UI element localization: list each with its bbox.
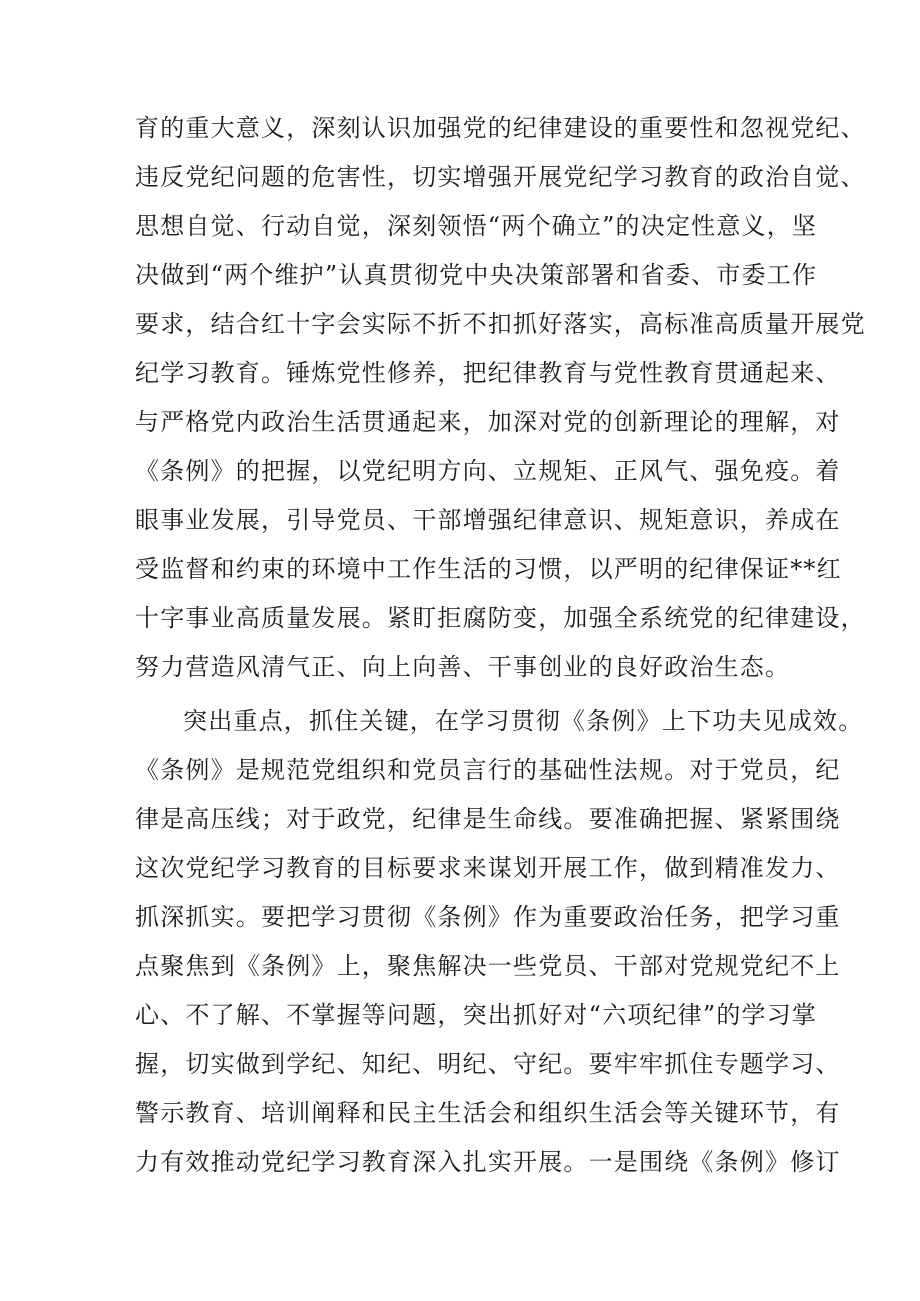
text-line: 违反党纪问题的危害性，切实增强开展党纪学习教育的政治自觉、 [135,163,866,191]
text-line: 突出重点，抓住关键，在学习贯彻《条例》上下功夫见成效。 [183,707,864,735]
text-line: 握，切实做到学纪、知纪、明纪、守纪。要牢牢抓住专题学习、 [135,1050,841,1078]
text-line: 抓深抓实。要把学习贯彻《条例》作为重要政治任务，把学习重 [135,903,841,931]
text-line: 眼事业发展，引导党员、干部增强纪律意识、规矩意识，养成在 [135,506,841,534]
text-line: 点聚焦到《条例》上，聚焦解决一些党员、干部对党规党纪不上 [135,952,841,980]
text-line: 这次党纪学习教育的目标要求来谋划开展工作，做到精准发力、 [135,854,841,882]
text-line: 《条例》是规范党组织和党员言行的基础性法规。对于党员，纪 [135,756,841,784]
text-line: 决做到“两个维护”认真贯彻党中央决策部署和省委、市委工作 [135,261,818,289]
text-line: 力有效推动党纪学习教育深入扎实开展。一是围绕《条例》修订 [135,1148,841,1176]
text-line: 受监督和约束的环境中工作生活的习惯，以严明的纪律保证**红 [135,555,842,583]
text-line: 思想自觉、行动自觉，深刻领悟“两个确立”的决定性意义，坚 [135,212,818,240]
text-line: 律是高压线；对于政党，纪律是生命线。要准确把握、紧紧围绕 [135,805,841,833]
text-line: 努力营造风清气正、向上向善、干事创业的良好政治生态。 [135,653,791,681]
text-line: 《条例》的把握，以党纪明方向、立规矩、正风气、强免疫。着 [135,457,841,485]
text-line: 要求，结合红十字会实际不折不扣抓好落实，高标准高质量开展党 [135,310,866,338]
text-line: 十字事业高质量发展。紧盯拒腐防变，加强全系统党的纪律建设， [135,604,866,632]
text-line: 警示教育、培训阐释和民主生活会和组织生活会等关键环节，有 [135,1099,841,1127]
text-line: 纪学习教育。锤炼党性修养，把纪律教育与党性教育贯通起来、 [135,359,841,387]
text-line: 心、不了解、不掌握等问题，突出抓好对“六项纪律”的学习掌 [135,1001,818,1029]
text-line: 与严格党内政治生活贯通起来，加深对党的创新理论的理解，对 [135,408,841,436]
text-line: 育的重大意义，深刻认识加强党的纪律建设的重要性和忽视党纪、 [135,114,866,142]
